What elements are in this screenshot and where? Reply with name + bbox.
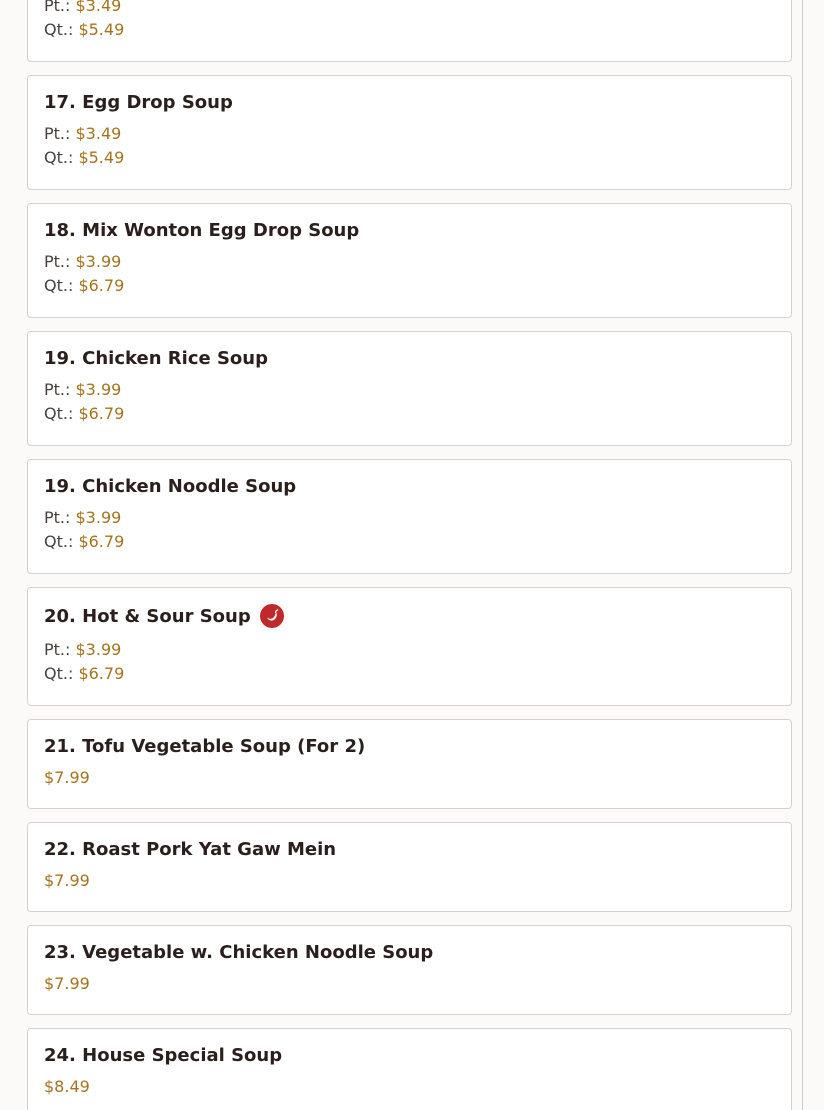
menu-item-title: 24. House Special Soup	[44, 1044, 283, 1066]
pint-price: $3.99	[75, 508, 122, 527]
quart-label: Qt.:	[44, 276, 74, 295]
pint-label: Pt.:	[44, 124, 71, 143]
menu-item-house-special-soup[interactable]	[27, 1028, 792, 1110]
menu-item-title: 17. Egg Drop Soup	[44, 91, 233, 113]
menu-item-title: 23. Vegetable w. Chicken Noodle Soup	[44, 941, 434, 963]
menu-item-hot-sour-soup[interactable]	[27, 587, 792, 706]
quart-price: $6.79	[78, 664, 125, 683]
item-price: $8.49	[44, 1077, 90, 1096]
pint-price: $3.99	[75, 252, 122, 271]
quart-price-line	[44, 530, 775, 554]
pint-price: $3.99	[75, 640, 122, 659]
menu-item-vegetable-chicken-noodle-soup[interactable]	[27, 925, 792, 1015]
menu-item-egg-drop-soup[interactable]	[27, 75, 792, 190]
pint-price: $3.99	[75, 380, 122, 399]
quart-price: $6.79	[78, 404, 125, 423]
pint-label: Pt.:	[44, 508, 71, 527]
quart-label: Qt.:	[44, 148, 74, 167]
pint-label: Pt.:	[44, 252, 71, 271]
soup-menu-list	[27, 0, 792, 1110]
pint-price-line	[44, 0, 775, 18]
chili-pepper-icon	[260, 604, 284, 628]
quart-price: $5.49	[78, 20, 125, 39]
pint-label: Pt.:	[44, 0, 71, 15]
item-price: $7.99	[44, 974, 90, 993]
quart-price-line	[44, 402, 775, 426]
scroll-edge-divider	[802, 0, 803, 1110]
price-line	[44, 766, 775, 790]
menu-item-title: 19. Chicken Noodle Soup	[44, 475, 297, 497]
menu-item-title: 22. Roast Pork Yat Gaw Mein	[44, 838, 337, 860]
menu-item-roast-pork-yat-gaw-mein[interactable]	[27, 822, 792, 912]
pint-price: $3.49	[75, 124, 122, 143]
quart-label: Qt.:	[44, 664, 74, 683]
pint-price: $3.49	[75, 0, 122, 15]
menu-item-tofu-vegetable-soup[interactable]	[27, 719, 792, 809]
pint-price-line	[44, 250, 775, 274]
menu-item-mix-wonton-egg-drop-soup[interactable]	[27, 203, 792, 318]
pint-price-line	[44, 122, 775, 146]
pint-label: Pt.:	[44, 380, 71, 399]
item-price: $7.99	[44, 871, 90, 890]
menu-item-title-row	[44, 603, 775, 629]
menu-item-title: 20. Hot & Sour Soup	[44, 605, 251, 627]
quart-label: Qt.:	[44, 404, 74, 423]
quart-price-line	[44, 662, 775, 686]
quart-price-line	[44, 274, 775, 298]
menu-item-chicken-noodle-soup[interactable]	[27, 459, 792, 574]
menu-item-title: 21. Tofu Vegetable Soup (For 2)	[44, 735, 366, 757]
quart-price: $6.79	[78, 276, 125, 295]
quart-label: Qt.:	[44, 532, 74, 551]
quart-price-line	[44, 18, 775, 42]
price-line	[44, 1075, 775, 1099]
pint-label: Pt.:	[44, 640, 71, 659]
price-line	[44, 869, 775, 893]
menu-item-card[interactable]	[27, 0, 792, 62]
quart-price: $6.79	[78, 532, 125, 551]
pint-price-line	[44, 638, 775, 662]
pint-price-line	[44, 506, 775, 530]
price-line	[44, 972, 775, 996]
menu-item-chicken-rice-soup[interactable]	[27, 331, 792, 446]
quart-price-line	[44, 146, 775, 170]
item-price: $7.99	[44, 768, 90, 787]
pint-price-line	[44, 378, 775, 402]
quart-price: $5.49	[78, 148, 125, 167]
menu-item-title: 18. Mix Wonton Egg Drop Soup	[44, 219, 360, 241]
quart-label: Qt.:	[44, 20, 74, 39]
menu-item-title: 19. Chicken Rice Soup	[44, 347, 268, 369]
